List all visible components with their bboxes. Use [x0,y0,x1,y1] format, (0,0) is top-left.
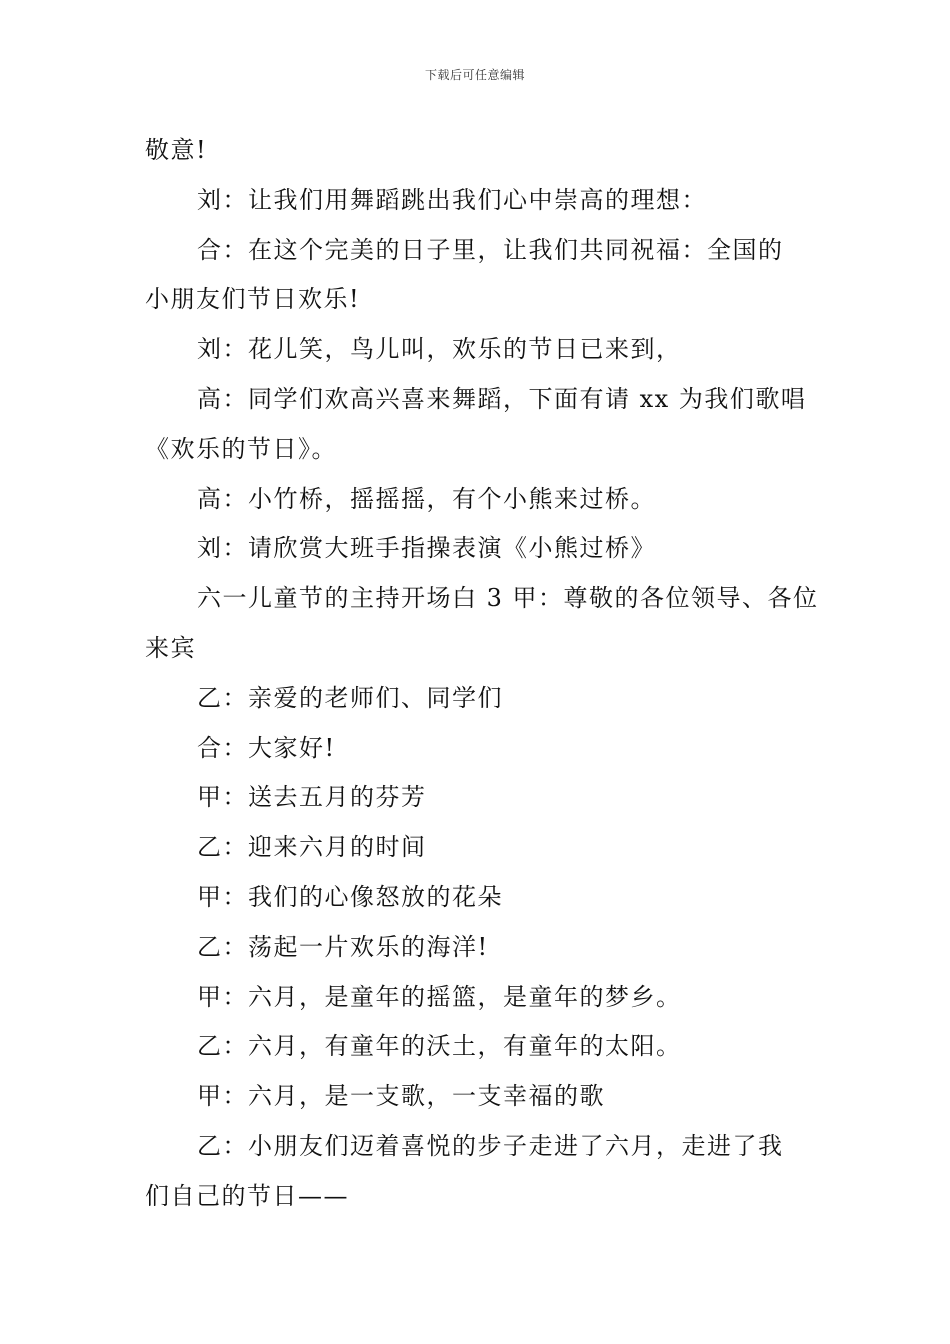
text-line: 刘：让我们用舞蹈跳出我们心中崇高的理想： [197,185,707,214]
text-line: 乙：亲爱的老师们、同学们 [197,683,503,712]
text-line: 小朋友们节日欢乐! [145,285,361,314]
text-line: 高：小竹桥，摇摇摇，有个小熊来过桥。 [197,484,656,513]
text-line: 甲：六月，是童年的摇篮，是童年的梦乡。 [197,982,682,1011]
text-line: 甲：我们的心像怒放的花朵 [197,882,503,911]
text-line: 敬意! [145,136,208,164]
text-line: 刘：花儿笑，鸟儿叫，欢乐的节日已来到， [197,335,682,364]
text-line: 高：同学们欢高兴喜来舞蹈，下面有请 xx 为我们歌唱 [197,384,807,413]
document-body [145,126,819,1222]
text-line: 乙：六月，有童年的沃土，有童年的太阳。 [197,1032,682,1061]
text-line: 刘：请欣赏大班手指操表演《小熊过桥》 [197,534,656,563]
text-line: 乙：小朋友们迈着喜悦的步子走进了六月，走进了我 [197,1131,784,1160]
text-line: 六一儿童节的主持开场白 3 甲：尊敬的各位领导、各位 [197,584,819,613]
text-line: 乙：迎来六月的时间 [197,833,427,862]
text-line: 乙：荡起一片欢乐的海洋! [197,932,489,961]
text-line: 来宾 [145,633,196,662]
text-line: 合：在这个完美的日子里，让我们共同祝福：全国的 [197,235,784,264]
text-line: 们自己的节日—— [145,1181,349,1210]
text-line: 《欢乐的节日》。 [145,434,337,463]
text-line: 甲：送去五月的芬芳 [197,783,427,812]
text-line: 甲：六月，是一支歌，一支幸福的歌 [197,1082,605,1111]
text-line: 合：大家好! [197,733,336,762]
page-header: 下载后可任意编辑 [424,68,525,82]
